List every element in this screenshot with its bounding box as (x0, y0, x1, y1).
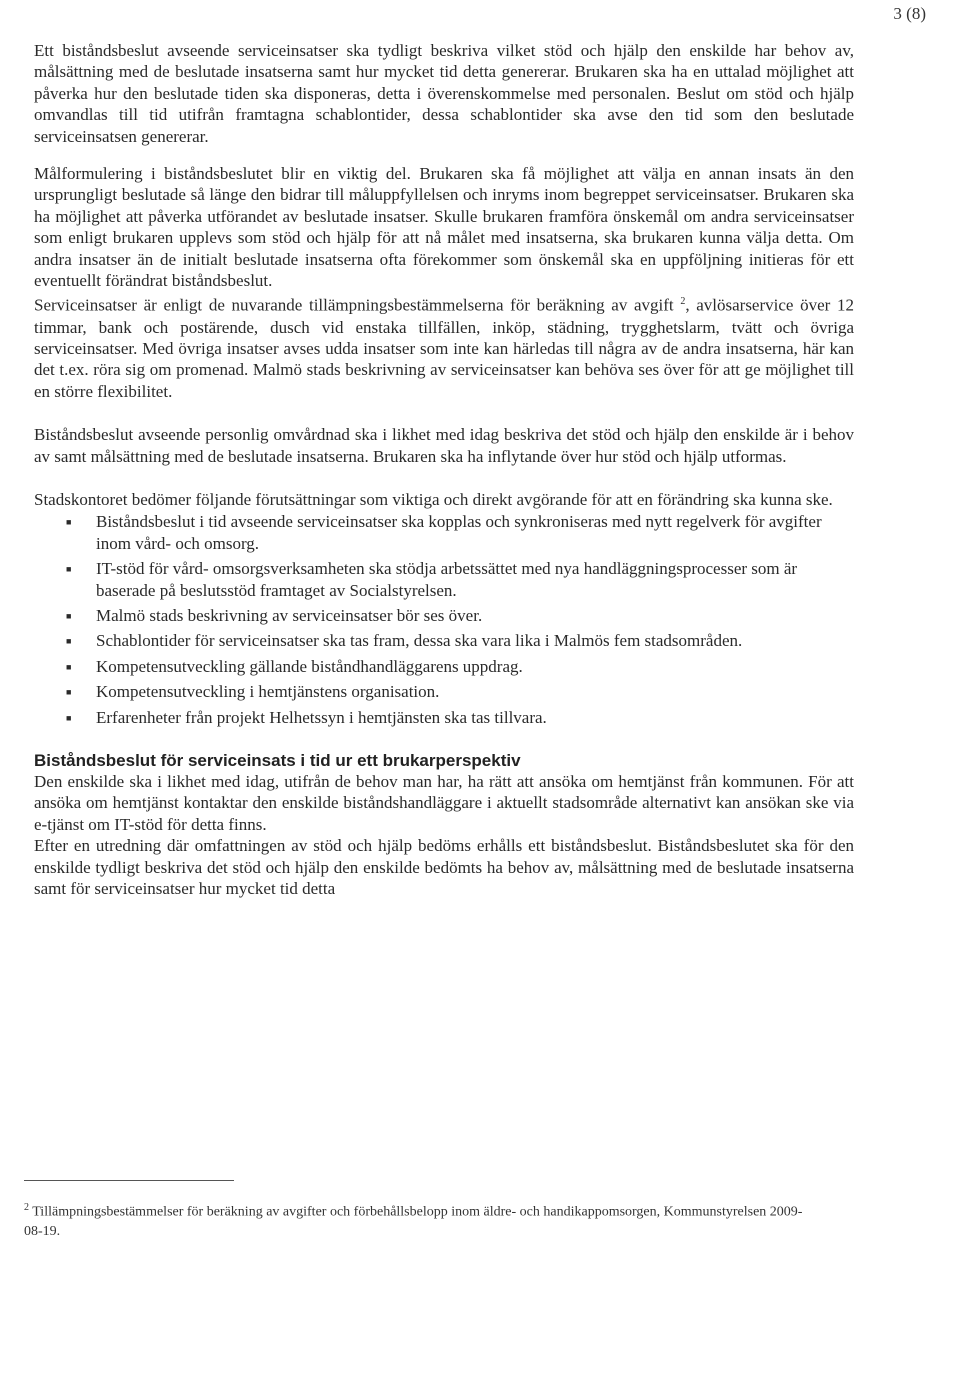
bullet-square-icon: ■ (66, 611, 72, 621)
section-heading: Biståndsbeslut för serviceinsats i tid ur ett brukarperspektiv (34, 751, 521, 771)
paragraph-service-decision: Ett biståndsbeslut avseende serviceinsatser ska tydligt beskriva vilket stöd och hjälp den enskilde har behov av, målsättning med de beslutade insatserna samt hur mycket tid detta genererar. Brukaren ska ha en uttalad möjlighet att påverka hur den beslutade tiden ska disponeras, detta i överenskommelse med personalen. Beslut om stöd och hjälp omvandlas till tid utifrån framtagna schablontider, dessa schablontider ska avse den tid som den beslutade serviceinsatsen genererar. (34, 41, 854, 146)
footnote-number: 2 (24, 1202, 29, 1213)
list-item: ■ Erfarenheter från projekt Helhetssyn i hemtjänsten ska tas tillvara. (96, 707, 854, 728)
list-item: ■ IT-stöd för vård- omsorgsverksamheten ska stödja arbetssättet med nya handläggningsprocesser som är baserade på beslutsstöd framtaget av Socialstyrelsen. (66, 559, 798, 600)
paragraph-service-definition (34, 291, 854, 402)
bullet-square-icon: ■ (66, 517, 72, 528)
footnote (24, 1198, 814, 1241)
prerequisites-list (34, 511, 854, 728)
list-item: ■ Schablontider för serviceinsatser ska tas fram, dessa ska vara lika i Malmös fem stadsområden. (96, 630, 854, 651)
list-item: ■ Kompetensutveckling gällande biståndhandläggarens uppdrag. (96, 656, 854, 677)
footnote-text: Tillämpningsbestämmelser för beräkning av avgifter och förbehållsbelopp inom äldre- och handikappomsorgen, Kommunstyrelsen 2009-08-19. (24, 1204, 803, 1239)
paragraph-personal-care: Biståndsbeslut avseende personlig omvårdnad ska i likhet med idag beskriva det stöd och hjälp den enskilde är i behov av samt målsättning med de beslutade insatserna. Brukaren ska ha inflytande över hur stöd och hjälp utformas. (34, 425, 854, 466)
paragraph-user-application: Den enskilde ska i likhet med idag, utifrån de behov man har, ha rätt att ansöka om hemtjänst från kommunen. För att ansöka om hemtjänst kontaktar den enskilde biståndshandläggare i aktuellt stadsområde alternativt kan ansökan ske via e-tjänst om IT-stöd för detta finns. (34, 772, 854, 834)
bullet-square-icon: ■ (66, 564, 72, 575)
bullet-square-icon: ■ (66, 712, 72, 723)
footnote-divider (24, 1180, 234, 1181)
paragraph-investigation: Efter en utredning där omfattningen av stöd och hjälp bedöms erhålls ett biståndsbeslut. Biståndsbeslutet ska för den enskilde tydligt beskriva det stöd och hjälp den enskilde bedömts ha behov av, målsättning med de beslutade insatserna samt för serviceinsatser hur mycket tid detta (34, 836, 854, 899)
list-item: ■ Malmö stads beskrivning av serviceinsatser bör ses över. (96, 605, 854, 626)
body-text (34, 40, 854, 899)
bullet-square-icon: ■ (66, 636, 72, 647)
paragraph-service-definition-start: Serviceinsatser är enligt de nuvarande tillämpningsbestämmelserna för beräkning av avgift (34, 296, 681, 316)
page-number: 3 (8) (893, 4, 926, 23)
bullet-square-icon: ■ (66, 661, 72, 672)
footnote-reference[interactable]: 2 (680, 296, 686, 308)
paragraph-service-definition-rest: , avlösarservice över 12 timmar, bank och postärende, dusch vid enstaka tillfällen, inköp, städning, trygghetslarm, tvätt och övriga serviceinsatser. Med övriga insatser avses udda insatser som inte kan härledas till några av de andra insatserna, här kan det t.ex. röra sig om promenad. Malmö stads beskrivning av serviceinsatser kan behöva ses över för att ge möjlighet till en större flexibilitet. (34, 296, 854, 401)
paragraph-assessment: Stadskontoret bedömer följande förutsättningar som viktiga och direkt avgörande för att en förändring ska kunna ske. (34, 489, 833, 509)
list-item: ■ Kompetensutveckling i hemtjänstens organisation. (96, 681, 854, 702)
list-item: ■ Biståndsbeslut i tid avseende serviceinsatser ska kopplas och synkroniseras med nytt regelverk för avgifter inom vård- och omsorg. (66, 512, 822, 553)
paragraph-goal-formulation: Målformulering i biståndsbeslutet blir en viktig del. Brukaren ska få möjlighet att välja en annan insats än den ursprungligt beslutade så länge den bidrar till måluppfyllelsen och inryms inom begreppet serviceinsatser. Brukaren ska ha möjlighet att påverka utförandet av beslutade insatser. Skulle brukaren framföra önskemål om andra serviceinsatser som enligt brukaren upplevs som stöd och hjälp för att nå målet med insatserna, ska brukaren kunna välja detta. Om andra insatser än de initialt beslutade insatserna ofta förekommer som önskemål ska en uppföljning initieras för ett eventuellt förändrat biståndsbeslut. (34, 164, 854, 291)
bullet-square-icon: ■ (66, 687, 72, 698)
